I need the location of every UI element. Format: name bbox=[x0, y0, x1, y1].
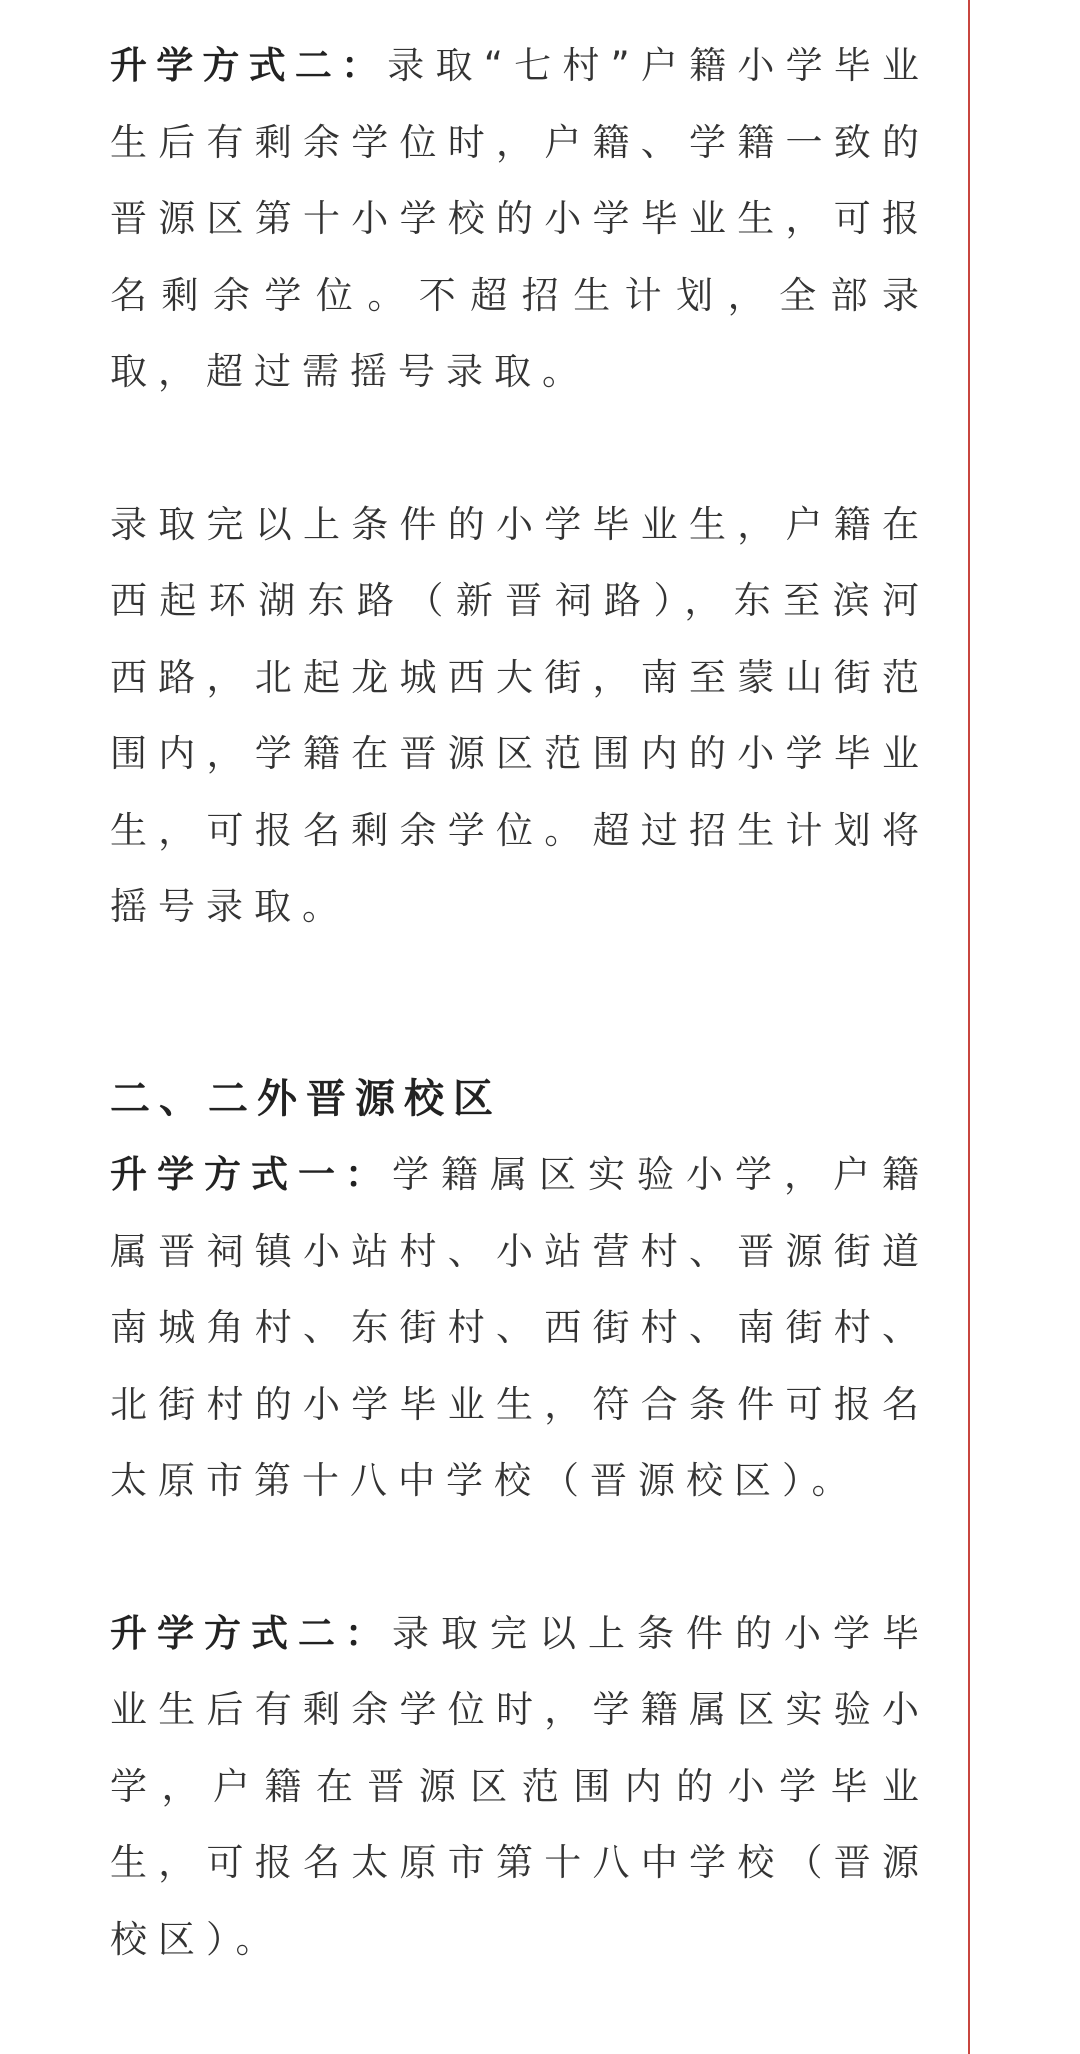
paragraph-spacer bbox=[110, 411, 930, 487]
paragraph-spacer bbox=[110, 1520, 930, 1596]
paragraph-admission-method-2 bbox=[110, 28, 930, 411]
paragraph-text: 录取完以上条件的小学毕业生，户籍在西起环湖东路（新晋祠路），东至滨河西路，北起龙城西大街，南至蒙山街范围内，学籍在晋源区范围内的小学毕业生，可报名剩余学位。超过招生计划将摇号录取。 bbox=[110, 502, 930, 928]
paragraph-text: 录取“七村”户籍小学毕业生后有剩余学位时，户籍、学籍一致的晋源区第十小学校的小学毕业生，可报名剩余学位。不超招生计划，全部录取，超过需摇号录取。 bbox=[110, 44, 930, 393]
paragraph-lead-label: 升学方式一： bbox=[110, 1153, 392, 1196]
paragraph-section2-method-2 bbox=[110, 1596, 930, 1979]
paragraph-section2-method-1 bbox=[110, 1137, 930, 1520]
paragraph-lead-label: 升学方式二： bbox=[110, 44, 388, 87]
paragraph-remaining-seats bbox=[110, 487, 930, 946]
section-spacer bbox=[110, 946, 930, 1061]
paragraph-lead-label: 升学方式二： bbox=[110, 1611, 392, 1655]
section-heading: 二、二外晋源校区 bbox=[110, 1075, 502, 1122]
paragraph-text: 学籍属区实验小学，户籍属晋祠镇小站村、小站营村、晋源街道南城角村、东街村、西街村、南街村、北街村的小学毕业生，符合条件可报名太原市第十八中学校（晋源校区）。 bbox=[110, 1153, 930, 1502]
article-body bbox=[110, 28, 930, 1978]
right-margin-rule bbox=[968, 0, 970, 2054]
paragraph-text: 录取完以上条件的小学毕业生后有剩余学位时，学籍属区实验小学，户籍在晋源区范围内的小学毕业生，可报名太原市第十八中学校（晋源校区）。 bbox=[110, 1611, 930, 1961]
